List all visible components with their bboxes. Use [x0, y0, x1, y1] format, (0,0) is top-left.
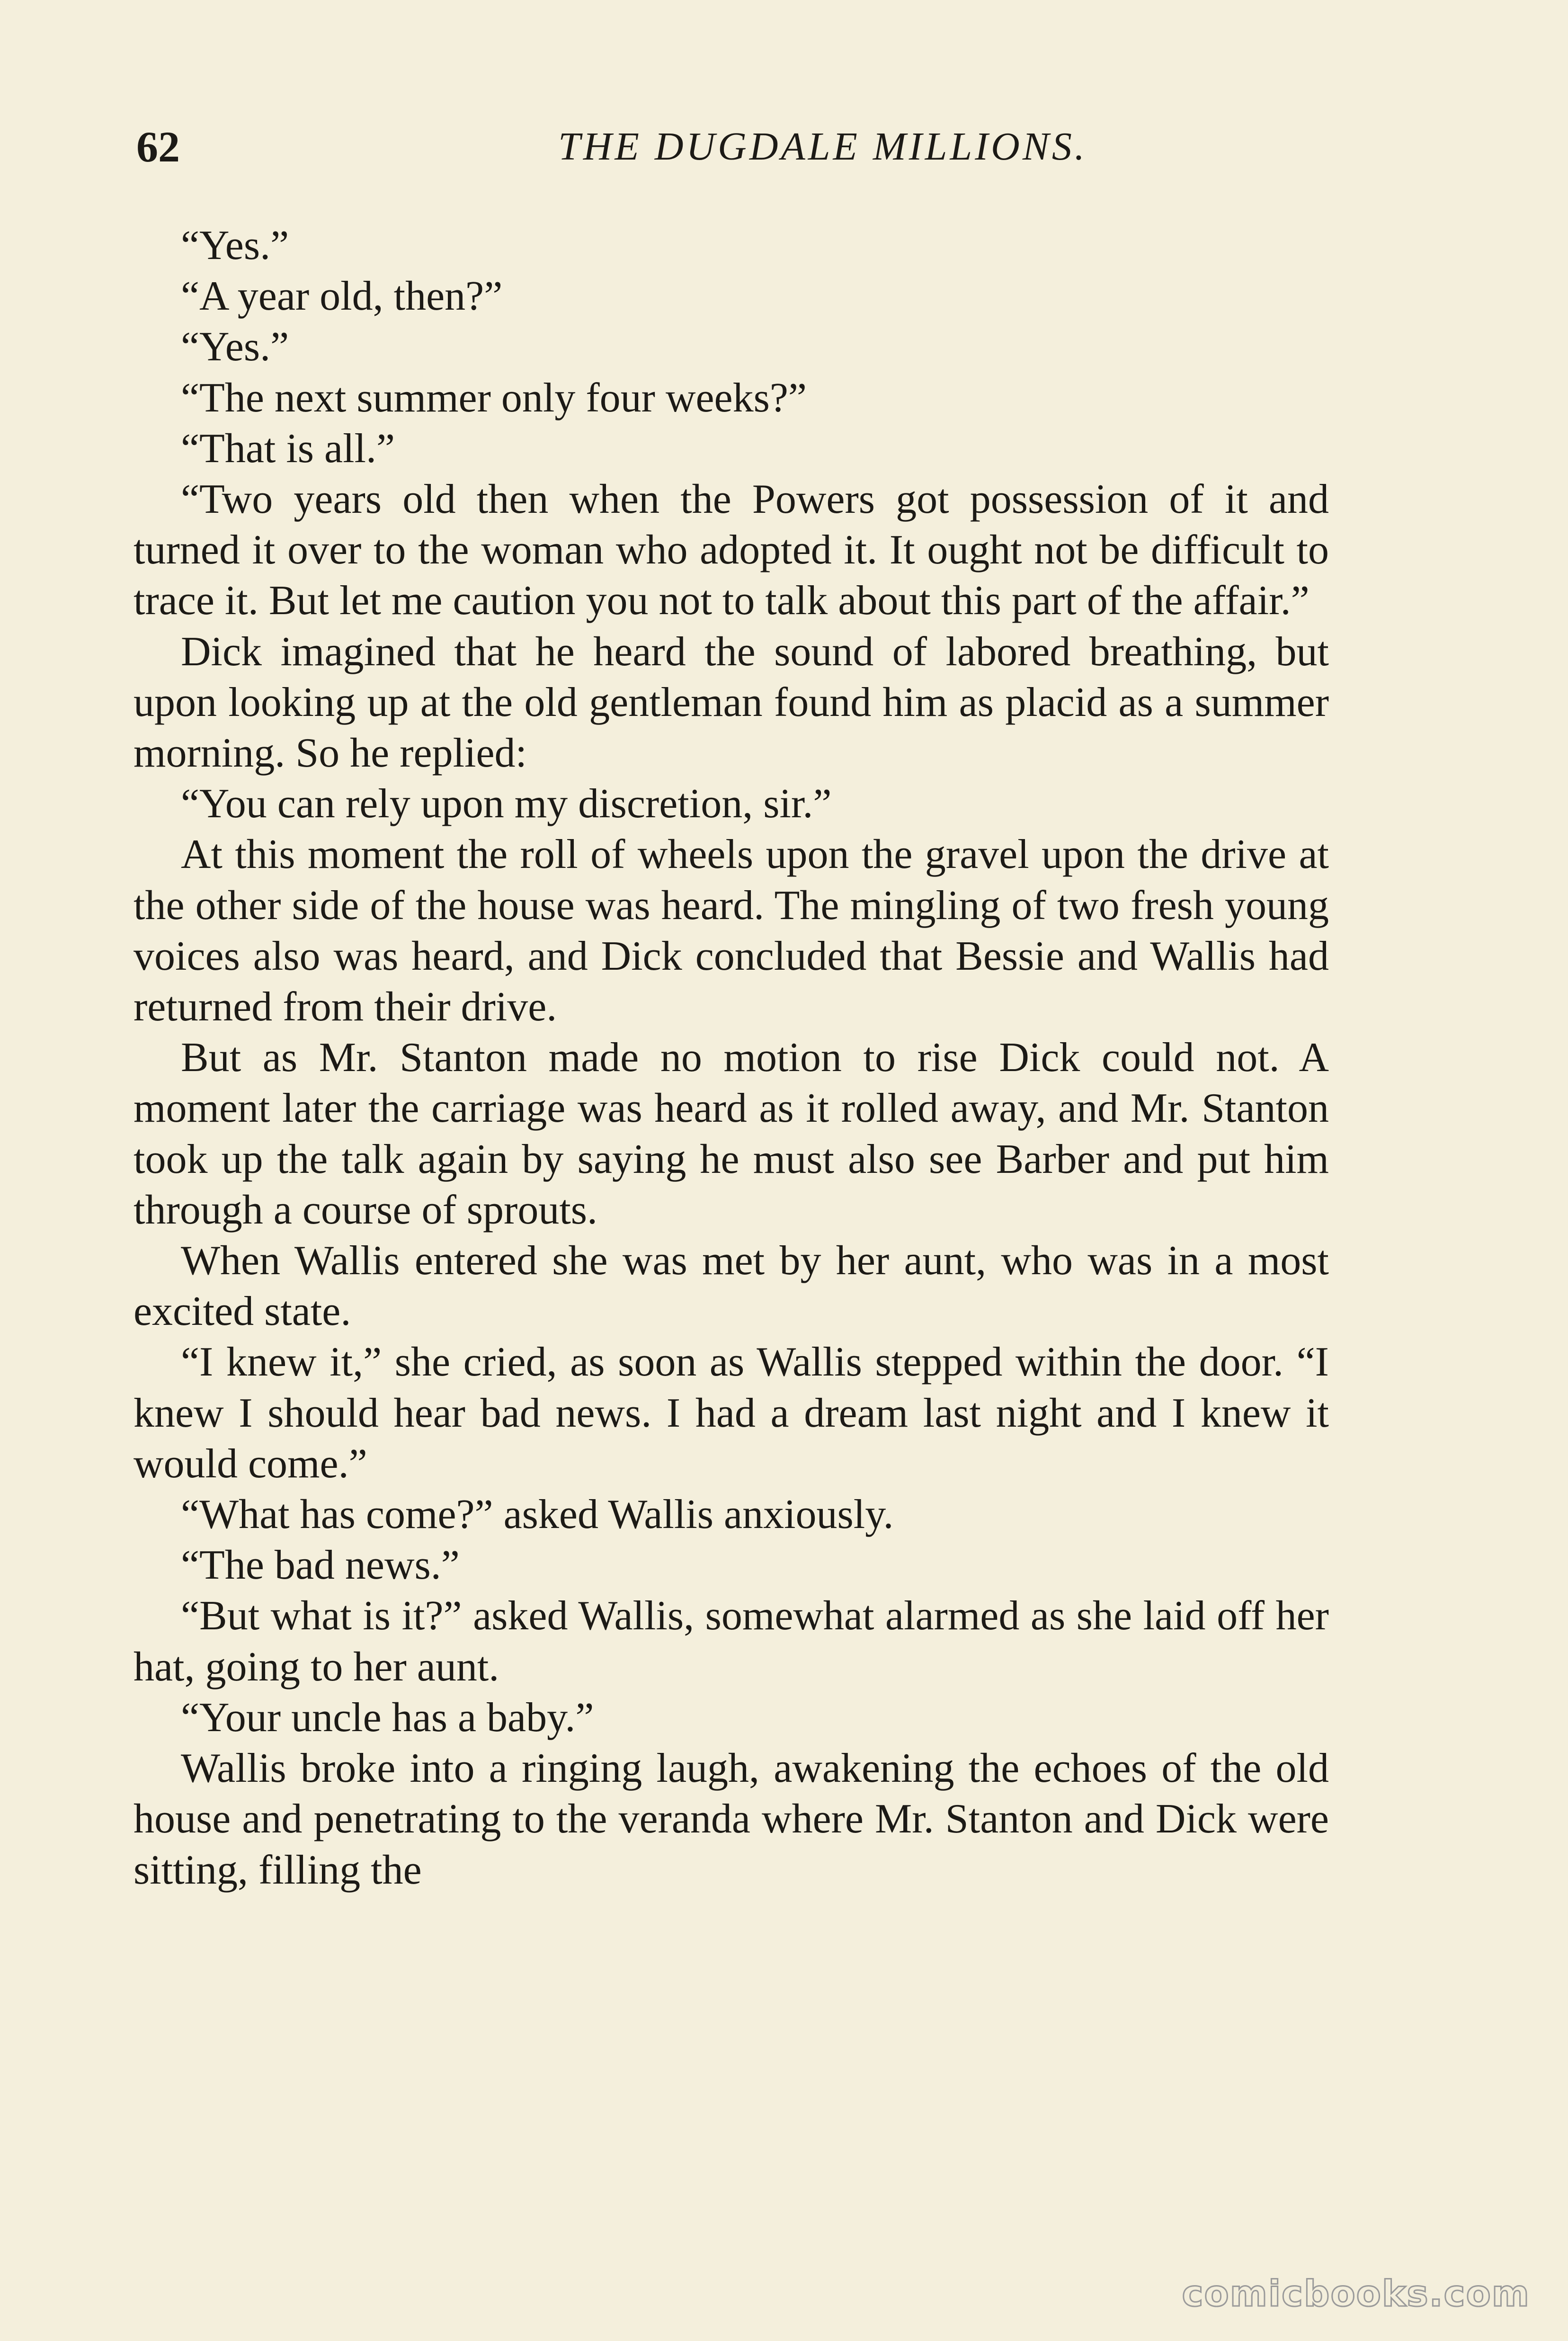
paragraph: “But what is it?” asked Wallis, somewhat alarmed as she laid off her hat, going to her aunt. [134, 1593, 1329, 1690]
watermark: comicbooks.com [1182, 2272, 1530, 2314]
paragraph: “Yes.” [181, 324, 289, 370]
paragraph: Wallis broke into a ringing laugh, awakening the echoes of the old house and penetrating to the veranda where Mr. Stanton and Dick were sitting, filling the [134, 1745, 1329, 1893]
paragraph: “Two years old then when the Powers got possession of it and turned it over to the woman who adopted it. It ought not be difficult to trace it. But let me caution you not to talk about this part of the affair.” [134, 476, 1329, 624]
running-title: THE DUGDALE MILLIONS. [558, 125, 1087, 169]
paragraph: “You can rely upon my discretion, sir.” [181, 781, 832, 827]
paragraph: “I knew it,” she cried, as soon as Wallis stepped within the door. “I knew I should hear bad news. I had a dream last night and I knew it would come.” [134, 1339, 1329, 1487]
paragraph: “The next summer only four weeks?” [181, 375, 807, 421]
paragraph: When Wallis entered she was met by her aunt, who was in a most excited state. [134, 1238, 1329, 1335]
page-number: 62 [136, 123, 180, 171]
paragraph: At this moment the roll of wheels upon the gravel upon the drive at the other side of the house was heard. The mingling of two fresh young voices also was heard, and Dick concluded that Bessie and Wallis had returned from their drive. [134, 831, 1329, 1030]
paragraph: “Your uncle has a baby.” [181, 1694, 594, 1741]
paragraph: “Yes.” [181, 223, 289, 268]
paragraph: “The bad news.” [181, 1542, 460, 1589]
page-header [136, 118, 1339, 175]
paragraph: But as Mr. Stanton made no motion to rise Dick could not. A moment later the carriage was heard as it rolled away, and Mr. Stanton took up the talk again by saying he must also see Barber and put him through a course of sprouts. [134, 1035, 1329, 1233]
paragraph: Dick imagined that he heard the sound of labored breathing, but upon looking up at the old gentleman found him as placid as a summer morning. So he replied: [134, 628, 1329, 777]
paragraph: “That is all.” [181, 425, 395, 472]
body-text [134, 220, 1329, 1895]
paragraph: “What has come?” asked Wallis anxiously. [181, 1492, 894, 1538]
paragraph: “A year old, then?” [181, 273, 503, 320]
